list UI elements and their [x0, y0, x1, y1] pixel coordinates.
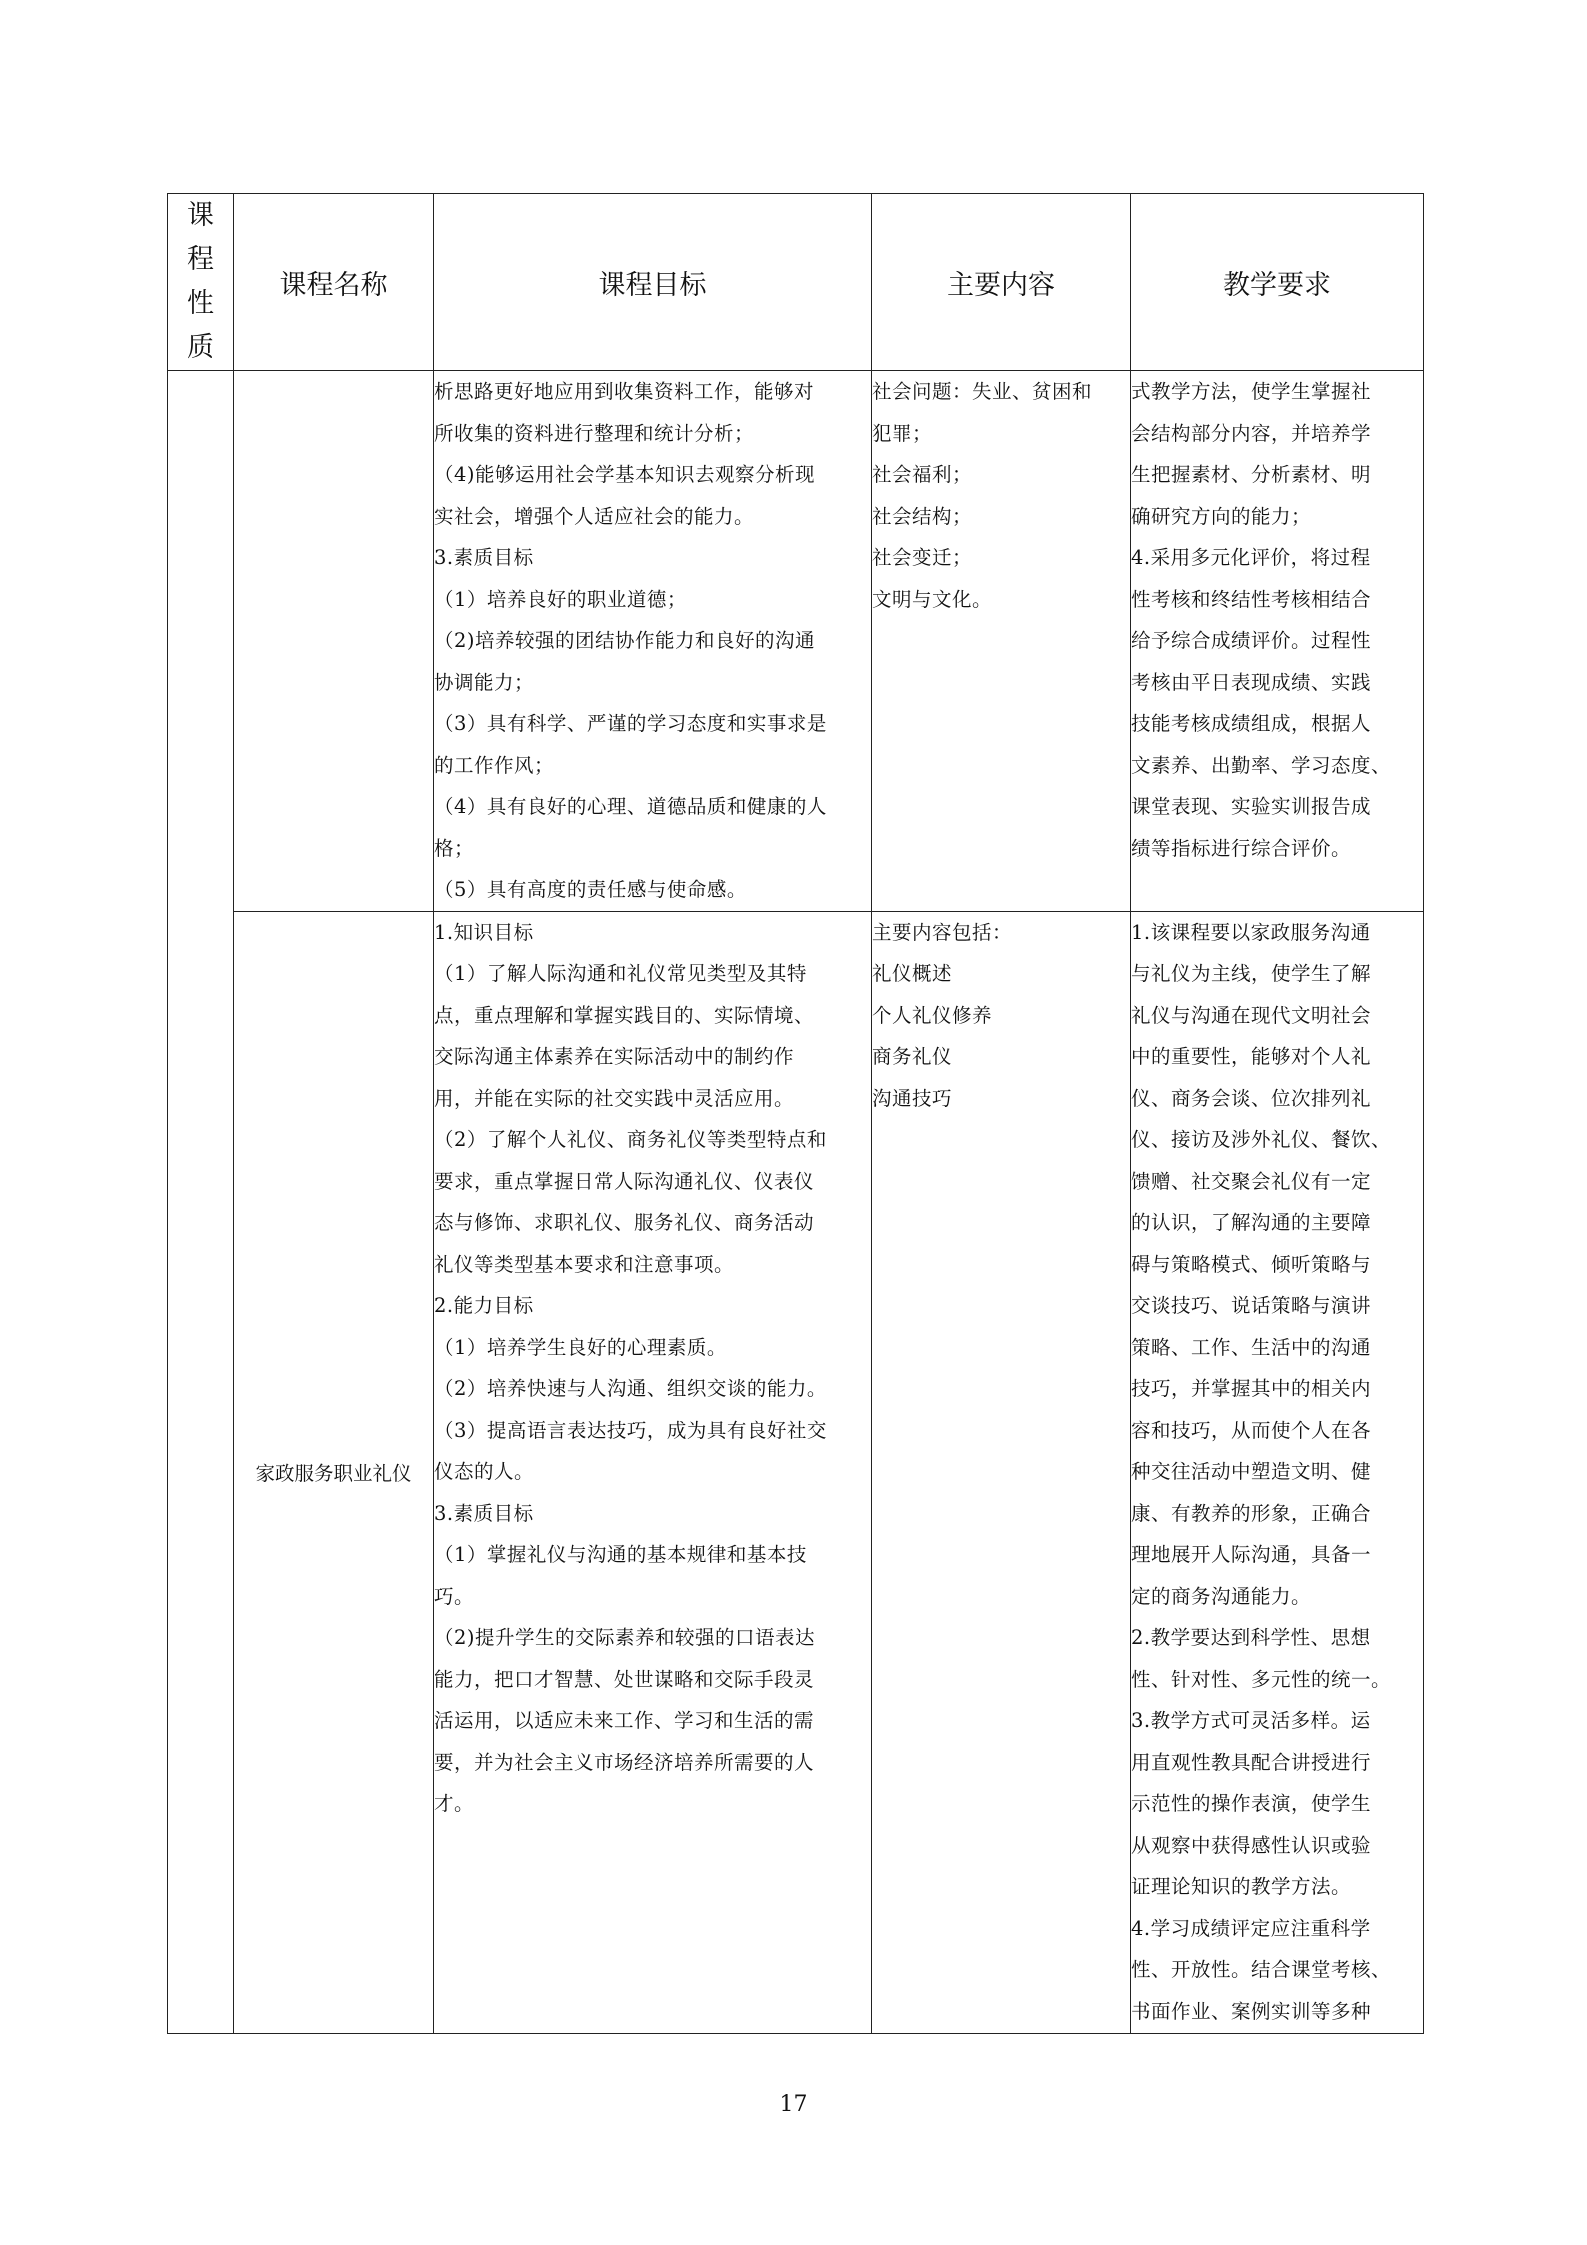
text-line: （2)提升学生的交际素养和较强的口语表达	[434, 1626, 816, 1649]
table-row	[168, 371, 1424, 912]
text-line: 沟通技巧	[872, 1086, 953, 1110]
text-line: 种交往活动中塑造文明、健	[1131, 1460, 1372, 1483]
text-line: （1）了解人际沟通和礼仪常见类型及其特	[434, 962, 807, 985]
header-main-content: 主要内容	[872, 194, 1131, 371]
text-line: 文明与文化。	[872, 587, 993, 611]
header-course-nature: 课 程 性 质	[168, 194, 234, 371]
text-line: 碍与策略模式、倾听策略与	[1131, 1252, 1372, 1276]
text-line: 社会福利；	[872, 463, 973, 486]
text-line: （3）具有科学、严谨的学习态度和实事求是	[434, 712, 827, 735]
text-line: 所收集的资料进行整理和统计分析；	[434, 421, 755, 445]
text-line: 理地展开人际沟通，具备一	[1131, 1543, 1372, 1566]
text-line: 证理论知识的教学方法。	[1131, 1875, 1352, 1898]
text-line: 要，并为社会主义市场经济培养所需要的人	[434, 1750, 815, 1774]
text-line: 社会结构；	[872, 504, 973, 528]
text-line: 课堂表现、实验实训报告成	[1131, 795, 1372, 818]
text-line: 策略、工作、生活中的沟通	[1131, 1335, 1372, 1359]
text-line: 从观察中获得感性认识或验	[1131, 1833, 1372, 1857]
text-line: 容和技巧，从而使个人在各	[1131, 1418, 1372, 1442]
course-name-cell: 家政服务职业礼仪	[234, 911, 434, 2033]
header-course-goal: 课程目标	[434, 194, 872, 371]
text-line: 巧。	[434, 1584, 475, 1608]
text-line: （1）掌握礼仪与沟通的基本规律和基本技	[434, 1543, 807, 1566]
text-line: 式教学方法，使学生掌握社	[1131, 380, 1372, 403]
text-line: 4.学习成绩评定应注重科学	[1131, 1916, 1371, 1940]
text-line: 能力，把口才智慧、处世谋略和交际手段灵	[434, 1667, 815, 1691]
teaching-requirement-cell	[1131, 911, 1424, 2033]
text-line: 个人礼仪修养	[872, 1003, 993, 1027]
text-line: 给予综合成绩评价。过程性	[1131, 629, 1372, 652]
text-line: 性、开放性。结合课堂考核、	[1131, 1958, 1392, 1981]
text-line: （2)培养较强的团结协作能力和良好的沟通	[434, 629, 816, 652]
teaching-requirement-cell	[1131, 371, 1424, 912]
text-line: 中的重要性，能够对个人礼	[1131, 1045, 1372, 1068]
main-content-cell	[872, 371, 1131, 912]
text-line: 性考核和终结性考核相结合	[1131, 587, 1372, 611]
course-goal-cell	[434, 911, 872, 2033]
text-line: 协调能力；	[434, 670, 535, 694]
text-line: 3.教学方式可灵活多样。运	[1131, 1709, 1371, 1732]
table-row	[168, 911, 1424, 2033]
text-line: 绩等指标进行综合评价。	[1131, 836, 1352, 860]
text-line: 析思路更好地应用到收集资料工作，能够对	[434, 380, 815, 403]
text-line: 康、有教养的形象，正确合	[1131, 1501, 1372, 1525]
course-table	[167, 193, 1424, 2034]
text-line: （2）培养快速与人沟通、组织交谈的能力。	[434, 1377, 827, 1400]
course-goal-cell	[434, 371, 872, 912]
text-line: 考核由平日表现成绩、实践	[1131, 670, 1372, 694]
text-line: （5）具有高度的责任感与使命感。	[434, 878, 747, 901]
text-line: 馈赠、社交聚会礼仪有一定	[1131, 1169, 1372, 1193]
text-line: 1.知识目标	[434, 920, 534, 944]
text-line: 仪、接访及涉外礼仪、餐饮、	[1131, 1128, 1392, 1151]
text-line: 要求，重点掌握日常人际沟通礼仪、仪表仪	[434, 1169, 815, 1193]
text-line: 仪态的人。	[434, 1460, 535, 1483]
text-line: 实社会，增强个人适应社会的能力。	[434, 504, 755, 528]
text-line: 用，并能在实际的社交实践中灵活应用。	[434, 1086, 795, 1110]
text-line: 商务礼仪	[872, 1045, 953, 1068]
text-line: 1.该课程要以家政服务沟通	[1131, 920, 1371, 944]
text-line: 态与修饰、求职礼仪、服务礼仪、商务活动	[434, 1211, 815, 1234]
course-name-cell	[234, 371, 434, 912]
header-course-name: 课程名称	[234, 194, 434, 371]
text-line: 技巧，并掌握其中的相关内	[1131, 1377, 1372, 1400]
text-line: 的认识，了解沟通的主要障	[1131, 1211, 1372, 1234]
text-line: 才。	[434, 1792, 475, 1815]
text-line: （1）培养良好的职业道德；	[434, 587, 687, 611]
text-line: 示范性的操作表演，使学生	[1131, 1792, 1372, 1815]
course-nature-cell	[168, 371, 234, 2034]
text-line: 的工作作风；	[434, 753, 555, 777]
header-row	[168, 194, 1424, 371]
text-line: 2.能力目标	[434, 1294, 534, 1317]
text-line: 仪、商务会谈、位次排列礼	[1131, 1086, 1372, 1110]
page-number: 17	[779, 2092, 808, 2117]
text-line: 4.采用多元化评价，将过程	[1131, 546, 1371, 569]
text-line: 2.教学要达到科学性、思想	[1131, 1626, 1371, 1649]
text-line: 会结构部分内容，并培养学	[1131, 421, 1372, 445]
text-line: （3）提高语言表达技巧，成为具有良好社交	[434, 1418, 827, 1442]
text-line: 与礼仪为主线，使学生了解	[1131, 962, 1372, 985]
text-line: （2）了解个人礼仪、商务礼仪等类型特点和	[434, 1128, 827, 1151]
text-line: 书面作业、案例实训等多种	[1131, 1999, 1372, 2023]
text-line: （1）培养学生良好的心理素质。	[434, 1335, 727, 1359]
text-line: 交谈技巧、说话策略与演讲	[1131, 1294, 1372, 1317]
text-line: 礼仪概述	[872, 962, 953, 985]
text-line: 交际沟通主体素养在实际活动中的制约作	[434, 1045, 795, 1068]
text-line: 确研究方向的能力；	[1131, 504, 1312, 528]
text-line: 3.素质目标	[434, 1501, 534, 1525]
text-line: 点，重点理解和掌握实践目的、实际情境、	[434, 1003, 815, 1027]
text-line: 性、针对性、多元性的统一。	[1131, 1667, 1392, 1691]
text-line: 主要内容包括：	[872, 920, 1013, 944]
text-line: 定的商务沟通能力。	[1131, 1584, 1312, 1608]
text-line: 用直观性教具配合讲授进行	[1131, 1750, 1372, 1774]
text-line: 社会问题：失业、贫困和	[872, 380, 1093, 403]
text-line: 生把握素材、分析素材、明	[1131, 463, 1372, 486]
header-teaching-requirement: 教学要求	[1131, 194, 1424, 371]
text-line: （4)能够运用社会学基本知识去观察分析现	[434, 463, 816, 486]
text-line: 社会变迁；	[872, 546, 973, 569]
text-line: 犯罪；	[872, 421, 933, 445]
text-line: 礼仪与沟通在现代文明社会	[1131, 1003, 1372, 1027]
text-line: 技能考核成绩组成，根据人	[1131, 712, 1372, 735]
text-line: 3.素质目标	[434, 546, 534, 569]
text-line: 礼仪等类型基本要求和注意事项。	[434, 1252, 735, 1276]
text-line: （4）具有良好的心理、道德品质和健康的人	[434, 795, 827, 818]
main-content-cell	[872, 911, 1131, 2033]
text-line: 活运用，以适应未来工作、学习和生活的需	[434, 1709, 815, 1732]
text-line: 文素养、出勤率、学习态度、	[1131, 753, 1392, 777]
text-line: 格；	[434, 836, 475, 860]
